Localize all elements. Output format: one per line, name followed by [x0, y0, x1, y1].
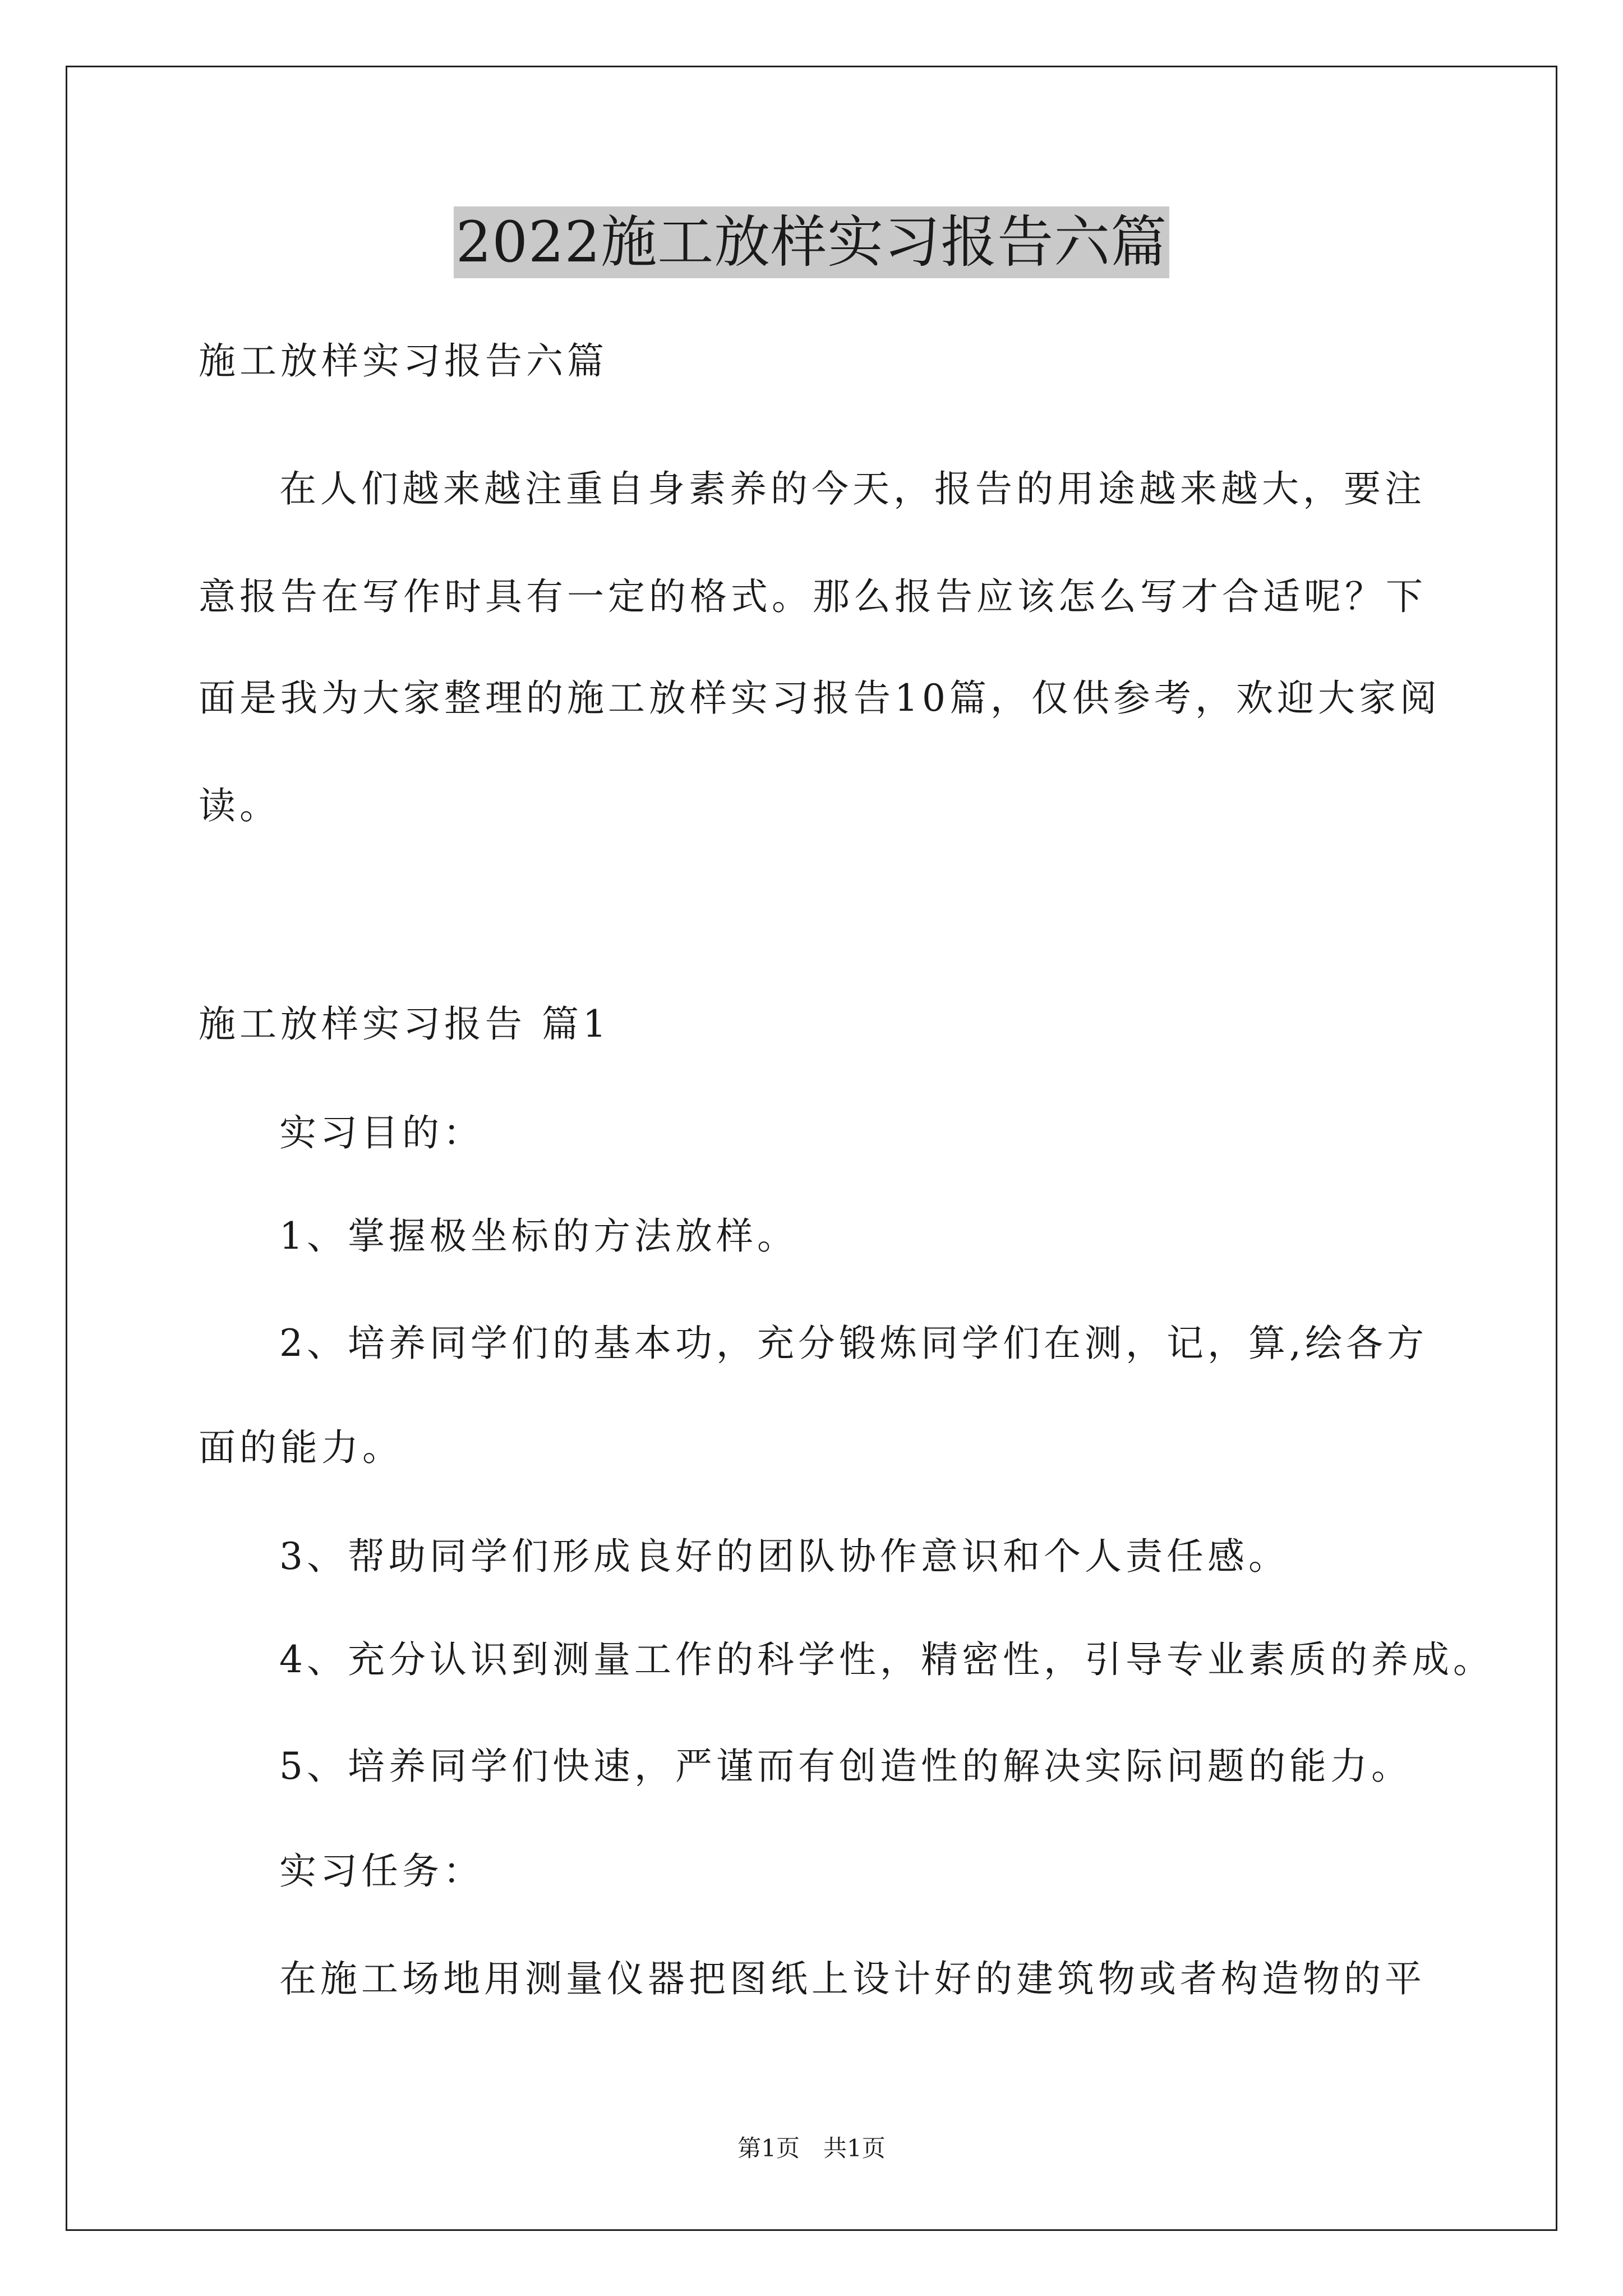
- subtitle-line: 施工放样实习报告六篇: [199, 339, 608, 383]
- body-line: 在施工场地用测量仪器把图纸上设计好的建筑物或者构造物的平: [279, 1957, 1426, 2000]
- list-item: 5、培养同学们快速，严谨而有创造性的解决实际问题的能力。: [279, 1745, 1412, 1788]
- list-item: 4、充分认识到测量工作的科学性，精密性，引导专业素质的养成。: [279, 1638, 1494, 1681]
- list-item: 1、掌握极坐标的方法放样。: [279, 1214, 798, 1258]
- body-line: 意报告在写作时具有一定的格式。那么报告应该怎么写才合适呢？下: [199, 575, 1427, 618]
- body-line: 实习目的：: [279, 1111, 484, 1154]
- list-item-continuation: 面的能力。: [199, 1426, 403, 1469]
- list-item: 2、培养同学们的基本功，充分锻炼同学们在测，记，算,绘各方: [279, 1322, 1428, 1365]
- section-heading: 施工放样实习报告 篇1: [199, 1002, 610, 1046]
- list-item: 3、帮助同学们形成良好的团队协作意识和个人责任感。: [279, 1535, 1289, 1578]
- body-line: 读。: [199, 784, 280, 827]
- page-footer: 第1页 共1页: [737, 2134, 886, 2162]
- title-container: [0, 206, 1623, 278]
- body-line: 在人们越来越注重自身素养的今天，报告的用途越来越大，要注: [279, 467, 1426, 510]
- body-line: 面是我为大家整理的施工放样实习报告10篇，仅供参考，欢迎大家阅: [199, 677, 1441, 720]
- document-title: 2022施工放样实习报告六篇: [454, 206, 1170, 278]
- body-line: 实习任务：: [279, 1849, 484, 1893]
